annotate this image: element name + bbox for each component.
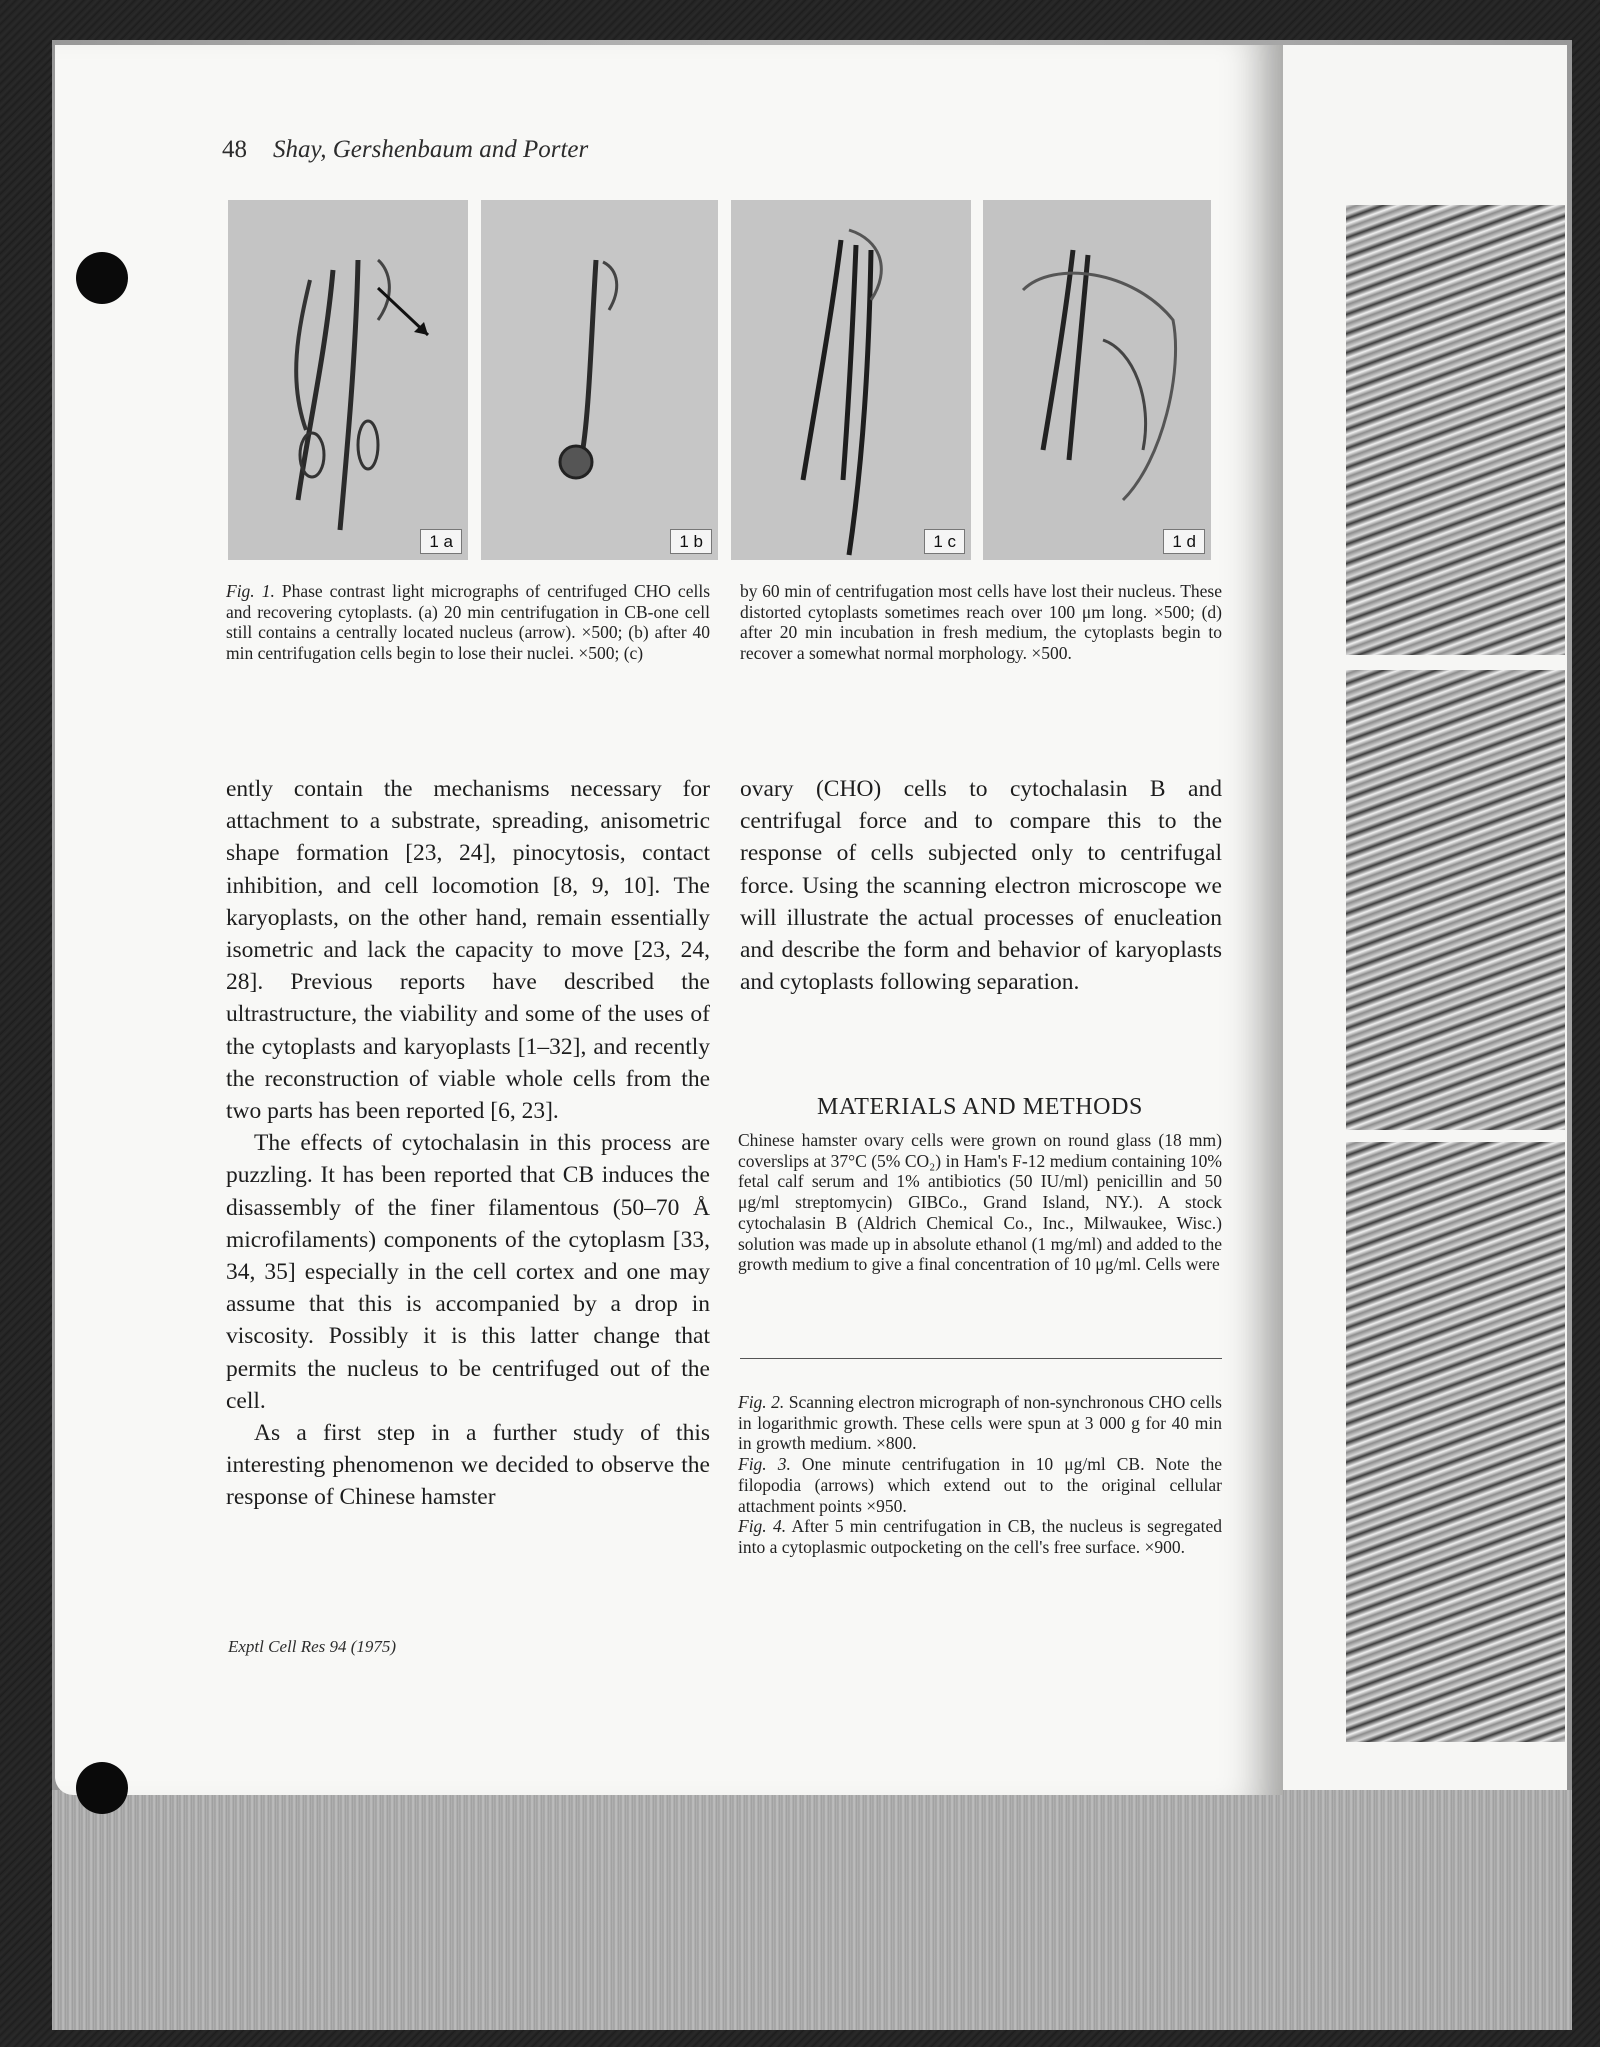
figure-1-label: Fig. 1. [226,581,275,601]
journal-footer: Exptl Cell Res 94 (1975) [228,1637,397,1656]
sem-micrograph-fig3 [1346,670,1565,1130]
body-paragraph: ently contain the mechanisms necessary for attachment to a substrate, spreading, anisometric shape formation [23, 24], pinocytosis, contact inhibition, and cell locomotion [8, 9, 10]. The karyoplasts, on the other hand, remain essentially isometric and lack the capacity to move [23, 24, 28]. Previous reports have described the ultrastructure, the viability and some of the uses of the cytoplasts and karyoplasts [1–32], and recently the reconstruction of viable whole cells from the two parts has been reported [6, 23]. [226,776,710,1125]
figure-1-caption-right: by 60 min of centrifugation most cells have lost their nucleus. These distorted cytoplasts sometimes reach over 100 μm long. ×500; (d) after 20 min incubation in fresh medium, the cytoplasts begin to recover a somewhat normal morphology. ×500. [740,581,1222,663]
figure-4-caption [738,1516,1222,1557]
body-paragraph: ovary (CHO) cells to cytochalasin B and centrifugal force and to compare this to the response of cells subjected only to centrifugal force. Using the scanning electron microscope we will illustrate the actual processes of enucleation and describe the form and behavior of karyoplasts and cytoplasts following separation. [740,776,1222,996]
figure-4-label: Fig. 4. [738,1516,787,1537]
figure-1a [228,200,468,560]
section-heading: MATERIALS AND METHODS [817,1094,1143,1120]
micrograph-1a-image [228,200,468,560]
panel-label-1b: 1 b [670,529,712,554]
micrograph-1d-image [983,200,1211,560]
panel-label-1a: 1 a [420,529,462,554]
body-column-left [226,773,710,1514]
figure-1d [983,200,1211,560]
micrograph-1b-image [481,200,718,560]
micrograph-1c-image [731,200,971,560]
sem-micrograph-fig2 [1346,205,1565,655]
figure-4-caption-text: After 5 min centrifugation in CB, the nucleus is segregated into a cytoplasmic outpocketing on the cell's free surface. ×900. [738,1516,1222,1557]
figure-2-caption [738,1392,1222,1454]
running-head-authors: Shay, Gershenbaum and Porter [273,136,589,163]
figure-2-4-captions [738,1392,1222,1558]
body-paragraph: As a first step in a further study of this interesting phenomenon we decided to observe the response of Chinese hamster [226,1420,710,1511]
figure-2-label: Fig. 2. [738,1392,785,1412]
figure-1-caption-text: Phase contrast light micrographs of centrifuged CHO cells and recovering cytoplasts. (a) 20 min centrifugation in CB-one cell still contains a centrally located nucleus (arrow). ×500; (b) after 40 min centrifugation cells begin to lose their nuclei. ×500; (c) [226,581,711,663]
figure-3-label: Fig. 3. [738,1454,791,1475]
figure-3-caption-text: One minute centrifugation in 10 μg/ml CB. Note the filopodia (arrows) which extend out to the original cellular attachment points ×950. [738,1454,1222,1516]
figure-1-caption-left [226,581,710,663]
body-column-right [740,773,1222,998]
body-paragraph: The effects of cytochalasin in this process are puzzling. It has been reported that CB induces the disassembly of the finer filamentous (50–70 Å microfilaments) components of the cytoplasm [33, 34, 35] especially in the cell cortex and one may assume that this is accompanied by a drop in viscosity. Possibly it is this latter change that permits the nucleus to be centrifuged out of the cell. [226,1130,710,1414]
binder-hole-top [76,252,128,304]
figure-1b [481,200,718,560]
figure-1c [731,200,971,560]
panel-label-1d: 1 d [1163,529,1205,554]
sem-micrograph-fig4 [1346,1142,1565,1742]
methods-text: Chinese hamster ovary cells were grown on round glass (18 mm) coverslips at 37°C (5% CO₂) in Ham's F-12 medium containing 10% fetal calf serum and 1% antibiotics (50 IU/ml) penicillin and 50 μg/ml streptomycin) GIBCo., Grand Island, NY.). A stock cytochalasin B (Aldrich Chemical Co., Inc., Milwaukee, Wisc.) solution was made up in absolute ethanol (1 mg/ml) and added to the growth medium to give a final concentration of 10 μg/ml. Cells were [738,1130,1222,1275]
caption-divider [740,1358,1222,1359]
photocopy-bottom-texture [52,1790,1572,2030]
panel-label-1c: 1 c [924,529,965,554]
binder-hole-bottom [76,1762,128,1814]
figure-2-caption-text: Scanning electron micrograph of non-synchronous CHO cells in logarithmic growth. These cells were spun at 3 000 g for 40 min in growth medium. ×800. [738,1392,1222,1454]
page-number: 48 [222,136,247,163]
running-head [222,136,588,164]
figure-3-caption [738,1454,1222,1516]
